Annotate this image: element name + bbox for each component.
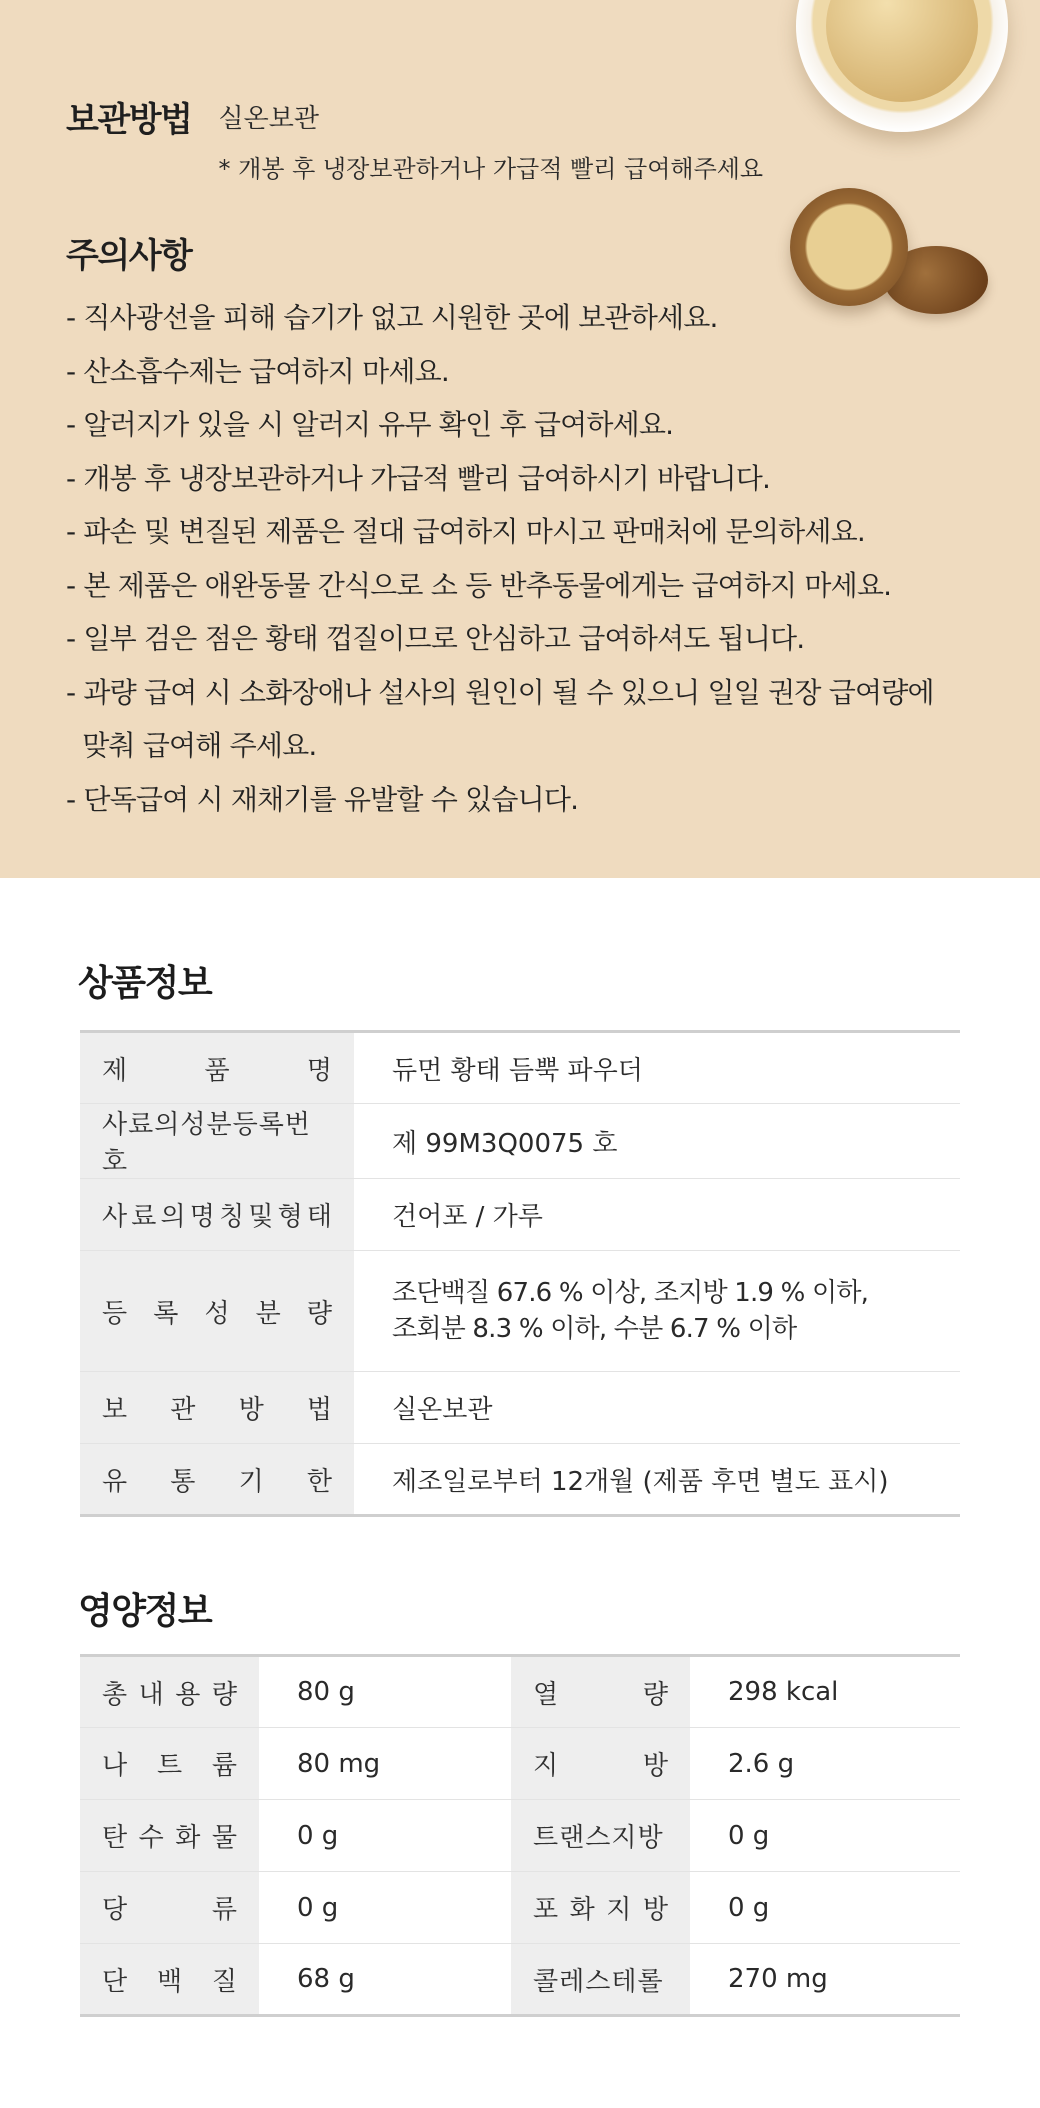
label-char: 물 <box>211 1823 237 1853</box>
label-char: 록 <box>153 1298 179 1329</box>
label-char: 제 <box>102 1055 128 1086</box>
label-char: 륨 <box>211 1751 237 1781</box>
label-char: 열 <box>533 1679 559 1710</box>
label-char: 성 <box>204 1298 230 1329</box>
label-char: 형 <box>277 1202 303 1232</box>
storage-value: 실온보관 <box>218 104 319 134</box>
label-char: 트 <box>156 1751 183 1781</box>
caution-item: - 과량 급여 시 소화장애나 설사의 원인이 될 수 있으니 일일 권장 급여량에 <box>66 675 934 709</box>
spaced-label <box>102 1674 237 1711</box>
spaced-label <box>533 1745 668 1782</box>
label-char: 명 <box>189 1202 215 1232</box>
label-char: 방 <box>642 1751 668 1781</box>
label-char: 화 <box>175 1823 201 1853</box>
nutrition-value: 2.6 g <box>690 1728 960 1800</box>
nutrition-value: 0 g <box>259 1872 511 1944</box>
table-row <box>80 1032 960 1104</box>
label-char: 명 <box>306 1055 332 1086</box>
caution-list <box>66 291 934 826</box>
label-char: 기 <box>238 1466 264 1497</box>
registration-value: 제 99M3Q0075 호 <box>354 1104 960 1179</box>
spaced-label <box>102 1889 237 1926</box>
caution-item: - 산소흡수제는 급여하지 마세요. <box>66 354 449 388</box>
nutrition-value: 68 g <box>297 1964 355 1994</box>
caution-heading: 주의사항 <box>66 236 192 276</box>
spaced-label <box>102 1196 332 1233</box>
caution-item: - 개봉 후 냉장보관하거나 가급적 빨리 급여하시기 바랍니다. <box>66 461 771 495</box>
product-name-value: 듀먼 황태 듬뿍 파우더 <box>354 1032 960 1104</box>
label-char: 지 <box>533 1751 559 1781</box>
caution-item: - 알러지가 있을 시 알러지 유무 확인 후 급여하세요. <box>66 408 674 441</box>
nutrition-value: 298 kcal <box>690 1656 960 1728</box>
label-char: 포 <box>533 1895 559 1925</box>
spaced-label <box>102 1389 332 1426</box>
nutrition-value: 0 g <box>259 1800 511 1872</box>
label-char: 총 <box>102 1679 128 1710</box>
product-info-title: 상품정보 <box>78 963 212 1004</box>
storage-heading: 보관방법 <box>66 100 192 140</box>
label-char: 량 <box>306 1298 332 1329</box>
caution-item: - 본 제품은 애완동물 간식으로 소 등 반추동물에게는 급여하지 마세요. <box>66 568 892 602</box>
caution-item: 맞춰 급여해 주세요. <box>66 729 317 762</box>
storage-values <box>218 98 763 184</box>
table-row <box>80 1251 960 1372</box>
label-char: 지 <box>606 1895 632 1925</box>
nutrition-value: 270 mg <box>728 1964 828 1994</box>
label-char: 질 <box>211 1966 237 1997</box>
label-char: 품 <box>204 1055 230 1086</box>
label-char: 방 <box>238 1395 264 1425</box>
ingredients-line-1: 조단백질 67.6 % 이상, 조지방 1.9 % 이하, <box>392 1278 869 1308</box>
table-row <box>80 1944 960 2016</box>
label-char: 칭 <box>219 1202 245 1232</box>
caution-item: - 일부 검은 점은 황태 껍질이므로 안심하고 급여하셔도 됩니다. <box>66 622 805 655</box>
label-char: 관 <box>170 1395 196 1425</box>
table-row <box>80 1104 960 1179</box>
label-char: 및 <box>248 1202 274 1232</box>
powder-fill <box>826 0 978 102</box>
caution-item: - 단독급여 시 재채기를 유발할 수 있습니다. <box>66 782 579 816</box>
label-char: 백 <box>156 1966 183 1997</box>
table-row <box>80 1800 960 1872</box>
label-char: 료 <box>131 1202 157 1232</box>
label-char: 방 <box>642 1895 668 1925</box>
label-char: 통 <box>170 1466 196 1497</box>
spaced-label <box>533 1889 668 1926</box>
table-row <box>80 1656 960 1728</box>
nutrition-value: 0 g <box>690 1800 960 1872</box>
storage-method-value: 실온보관 <box>354 1372 960 1444</box>
storage-block <box>66 92 763 184</box>
label-char: 태 <box>306 1202 332 1232</box>
ingredients-line-2: 조회분 8.3 % 이하, 수분 6.7 % 이하 <box>392 1314 797 1344</box>
table-row <box>80 1728 960 1800</box>
label-char: 의 <box>160 1202 186 1232</box>
table-row <box>80 1372 960 1444</box>
label-char: 등 <box>102 1298 128 1329</box>
spaced-label <box>102 1461 332 1498</box>
spaced-label <box>102 1293 332 1330</box>
caution-block <box>66 228 934 826</box>
storage-note: * 개봉 후 냉장보관하거나 가급적 빨리 급여해주세요 <box>218 155 764 183</box>
label-char: 단 <box>102 1966 128 1997</box>
nutrition-info-table <box>80 1654 960 2017</box>
label-char: 당 <box>102 1895 128 1925</box>
label-char: 유 <box>102 1466 128 1497</box>
product-info-table <box>80 1030 960 1517</box>
label-char: 사 <box>102 1202 128 1232</box>
storage-caution-section <box>0 0 1040 878</box>
label-char: 량 <box>211 1679 237 1710</box>
label-char: 법 <box>306 1395 332 1425</box>
label-char: 한 <box>306 1466 332 1497</box>
registration-label: 사료의성분등록번호 <box>102 1110 311 1177</box>
spaced-label <box>102 1745 237 1782</box>
label-char: 류 <box>211 1895 237 1925</box>
caution-item: - 직사광선을 피해 습기가 없고 시원한 곳에 보관하세요. <box>66 301 718 334</box>
label-char: 내 <box>138 1679 164 1710</box>
label-char: 화 <box>569 1895 595 1925</box>
label-char: 보 <box>102 1395 128 1425</box>
nutrition-value: 80 mg <box>259 1728 511 1800</box>
table-row <box>80 1179 960 1251</box>
nutrition-value: 0 g <box>690 1872 960 1944</box>
ingredients-value <box>354 1251 960 1372</box>
type-value: 건어포 / 가루 <box>354 1179 960 1251</box>
table-row <box>80 1444 960 1516</box>
label-char: 용 <box>175 1679 201 1710</box>
nutrition-label: 콜레스테롤 <box>533 1966 664 1997</box>
nutrition-label: 트랜스지방 <box>533 1823 664 1853</box>
powder-bowl-image <box>796 0 1008 132</box>
spaced-label <box>102 1050 332 1087</box>
spaced-label <box>102 1817 237 1854</box>
label-char: 나 <box>102 1751 128 1781</box>
label-char: 탄 <box>102 1823 128 1853</box>
nutrition-value: 80 g <box>259 1656 511 1728</box>
label-char: 수 <box>138 1823 164 1853</box>
shelf-life-value: 제조일로부터 12개월 (제품 후면 별도 표시) <box>392 1466 889 1497</box>
label-char: 량 <box>642 1679 668 1710</box>
caution-item: - 파손 및 변질된 제품은 절대 급여하지 마시고 판매처에 문의하세요. <box>66 515 866 548</box>
nutrition-info-title: 영양정보 <box>78 1591 212 1632</box>
spaced-label <box>102 1961 237 1998</box>
label-char: 분 <box>255 1298 281 1329</box>
table-row <box>80 1872 960 1944</box>
spaced-label <box>533 1674 668 1711</box>
